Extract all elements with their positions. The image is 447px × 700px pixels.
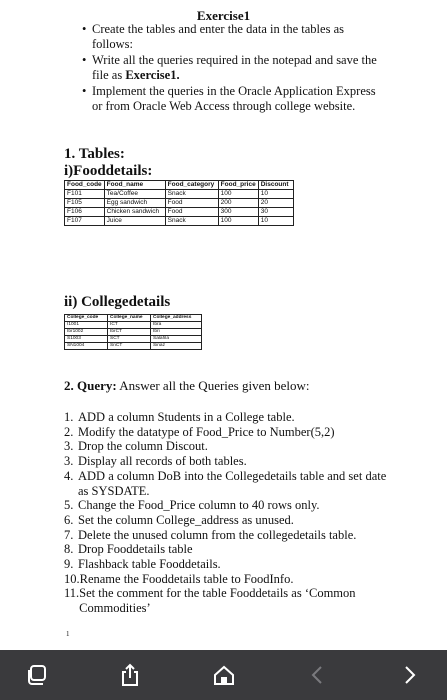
share-icon[interactable]	[115, 660, 145, 690]
table-cell: Food	[165, 199, 218, 208]
list-item: 5. Change the Food_Price column to 40 rows only.	[64, 498, 320, 513]
column-header: College_name	[108, 315, 151, 322]
table-cell: 20	[258, 199, 293, 208]
table-cell: Ibri	[151, 329, 202, 336]
list-item: 6. Set the column College_address as unused.	[64, 512, 294, 527]
table-cell: 30	[258, 208, 293, 217]
query-heading: 2. Query:	[64, 378, 117, 393]
table-cell: Tea/Coffee	[104, 190, 165, 199]
list-item: 4. ADD a column DoB into the Collegedetails table and set date as SYSDATE.	[64, 468, 387, 498]
list-item: 10. Rename the Fooddetails table to FoodInfo.	[64, 571, 294, 586]
table-row	[65, 190, 294, 199]
table-cell: ICT	[108, 322, 151, 329]
table-cell: F101	[65, 190, 105, 199]
table-cell: F105	[65, 199, 105, 208]
list-item: 8. Drop Fooddetails table	[64, 542, 193, 557]
table-row	[65, 343, 202, 350]
table-cell: I1001	[65, 322, 108, 329]
table-cell: F106	[65, 208, 105, 217]
table-cell: SnCT	[108, 343, 151, 350]
table-cell: 10	[258, 217, 293, 226]
table-cell: IbrCT	[108, 329, 151, 336]
table-cell: Ibr1002	[65, 329, 108, 336]
column-header: Food_code	[65, 181, 105, 190]
table-cell: Ibra	[151, 322, 202, 329]
table-cell: 10	[258, 190, 293, 199]
table-cell: SCT	[108, 336, 151, 343]
table-cell: 100	[218, 190, 258, 199]
tabs-icon[interactable]	[22, 660, 52, 690]
table-row	[65, 208, 294, 217]
bottom-toolbar	[0, 650, 447, 700]
forward-icon[interactable]	[395, 660, 425, 690]
table-header-row	[65, 181, 294, 190]
table-cell: S1003	[65, 336, 108, 343]
document-title: Exercise1	[196, 8, 251, 23]
table-cell: Food	[165, 208, 218, 217]
table-header-row	[65, 315, 202, 322]
table-cell: Snack	[165, 217, 218, 226]
table-cell: Snack	[165, 190, 218, 199]
page-number: 1	[66, 630, 70, 638]
tables-heading: 1. Tables:	[64, 146, 125, 162]
table-row	[65, 336, 202, 343]
column-header: College_address	[151, 315, 202, 322]
column-header: Food_name	[104, 181, 165, 190]
back-icon[interactable]	[302, 660, 332, 690]
list-item: 11. Set the comment for the table Fooddetails as ‘Common Commodities’	[64, 586, 356, 616]
table-cell: F107	[65, 217, 105, 226]
table-cell: Salahla	[151, 336, 202, 343]
table-cell: Juice	[104, 217, 165, 226]
queries-list	[64, 410, 394, 616]
instruction-item: • Write all the queries required in the notepad and save the file as Exercise1.	[82, 53, 382, 83]
instruction-item: • Create the tables and enter the data in the tables as follows:	[82, 22, 382, 52]
table-cell: SN1004	[65, 343, 108, 350]
column-header: Discount	[258, 181, 293, 190]
list-item: 7. Delete the unused column from the collegedetails table.	[64, 527, 357, 542]
collegedetails-table	[64, 314, 202, 350]
list-item: 3. Display all records of both tables.	[64, 454, 247, 469]
list-item: 9. Flashback table Fooddetails.	[64, 557, 221, 572]
list-item: 3. Drop the column Discout.	[64, 439, 208, 454]
table-cell: Chicken sandwich	[104, 208, 165, 217]
table-cell: Sinaz	[151, 343, 202, 350]
table-row	[65, 329, 202, 336]
instruction-item: • Implement the queries in the Oracle Application Express or from Oracle Web Access through college website.	[82, 84, 382, 114]
table-cell: 300	[218, 208, 258, 217]
home-icon[interactable]	[209, 660, 239, 690]
fooddetails-table	[64, 180, 294, 226]
table-cell: 200	[218, 199, 258, 208]
table-cell: Egg sandwich	[104, 199, 165, 208]
table-row	[65, 199, 294, 208]
list-item: 2. Modify the datatype of Food_Price to Number(5,2)	[64, 424, 335, 439]
collegedetails-heading: ii) Collegedetails	[64, 294, 171, 310]
column-header: Food_category	[165, 181, 218, 190]
column-header: College_code	[65, 315, 108, 322]
instructions-list	[82, 22, 382, 115]
table-row	[65, 322, 202, 329]
table-row	[65, 217, 294, 226]
fooddetails-heading: i)Fooddetails:	[64, 163, 153, 179]
list-item: 1. ADD a column Students in a College table.	[64, 410, 295, 424]
query-intro: 2. Query: Answer all the Queries given below:	[64, 378, 310, 393]
table-cell: 100	[218, 217, 258, 226]
column-header: Food_price	[218, 181, 258, 190]
